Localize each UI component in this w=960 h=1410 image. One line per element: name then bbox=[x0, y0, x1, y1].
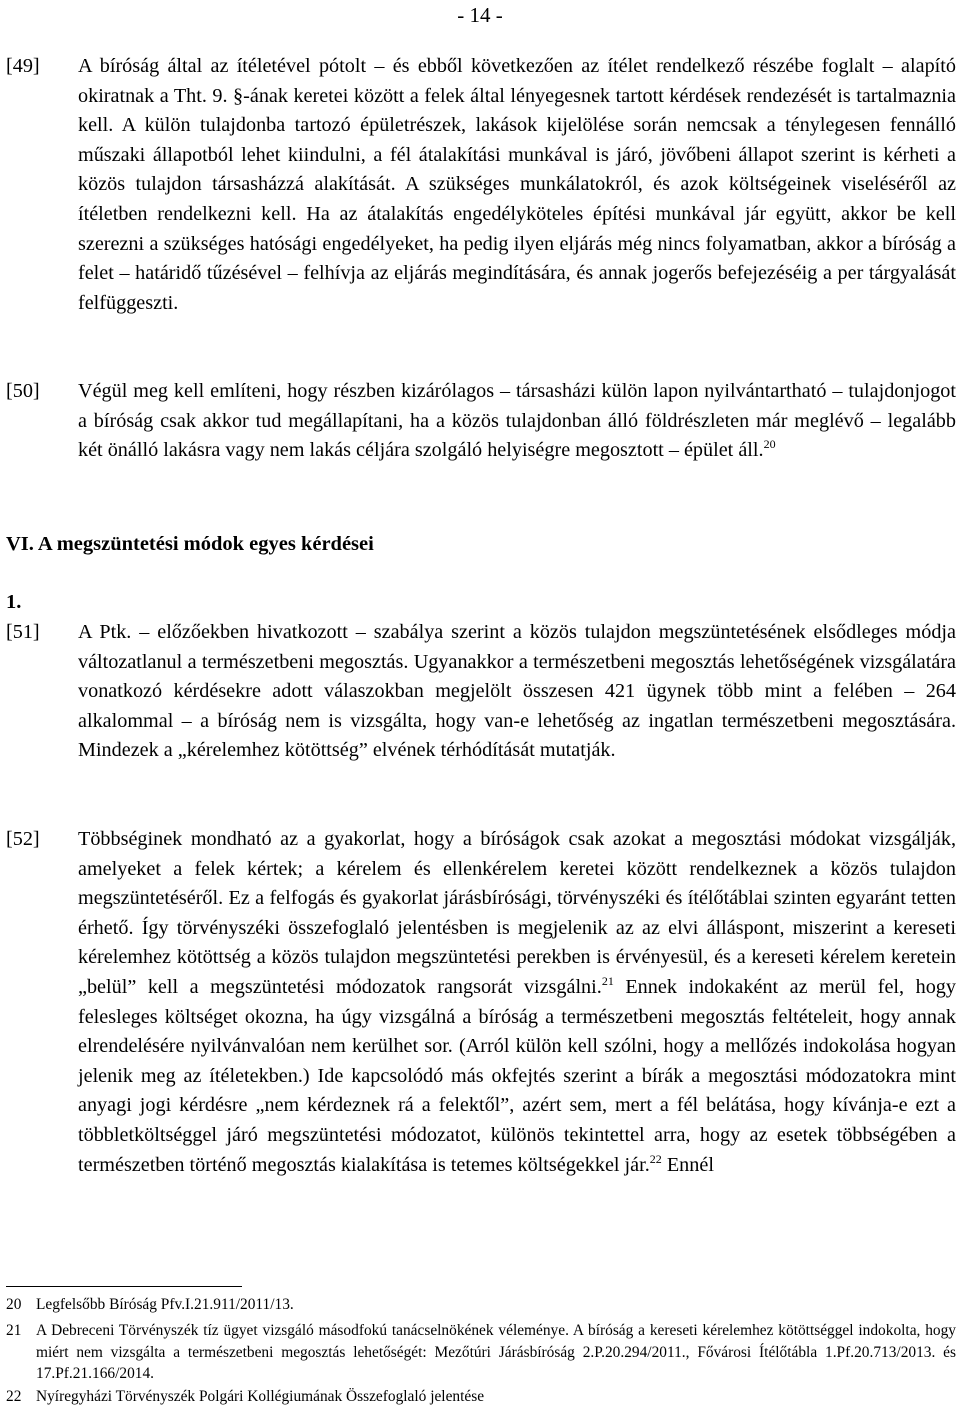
subsection-number: 1. bbox=[6, 591, 22, 613]
paragraph-number: [50] bbox=[6, 380, 40, 402]
footnote-ref[interactable]: 20 bbox=[763, 437, 776, 452]
paragraph-text-part: Többséginek mondható az a gyakorlat, hogy a bíróságok csak azokat a megosztási módokat vizsgálják, amelyeket a felek kértek; a kérelem és ellenkérelem keretei között rendelkeznek a közös tulajdon megszüntetéséről. Ez a felfogás és gyakorlat járásbírósági, törvényszéki és ítélőtáblai szinten egyaránt tetten érhető. Így törvényszéki összefoglaló jelentésben is megjelenik az az elvi álláspont, miszerint a kereseti kérelemhez kötöttség a közös tulajdon megszüntetési perekben is érvényesül, és a kereseti kérelem keretein „belül” kell a megszüntetési módozatok rangsorát vizsgálni. bbox=[78, 828, 956, 998]
paragraph-text bbox=[78, 377, 956, 466]
paragraph-51 bbox=[6, 618, 956, 766]
paragraph-52 bbox=[6, 825, 956, 1180]
paragraph-number: [49] bbox=[6, 55, 40, 77]
paragraph-text-body: Végül meg kell említeni, hogy részben kizárólagos – társasházi külön lapon nyilvántartható – tulajdonjogot a bíróság csak akkor tud megállapítani, ha a közös tulajdonban álló földrészleten már meglévő – legalább két önálló lakásra vagy nem lakás céljára szolgáló helyiségre megosztott – épület áll. bbox=[78, 380, 956, 462]
paragraph-50 bbox=[6, 377, 956, 466]
footnote-separator bbox=[6, 1286, 242, 1287]
footnote-22 bbox=[6, 1386, 956, 1408]
paragraph-text-part: Ennél bbox=[661, 1153, 714, 1176]
footnote-text: Legfelsőbb Bíróság Pfv.I.21.911/2011/13. bbox=[36, 1296, 294, 1313]
footnote-number: 21 bbox=[6, 1322, 22, 1339]
footnote-text: A Debreceni Törvényszék tíz ügyet vizsgáló másodfokú tanácselnökének véleménye. A bíróság a kereseti kérelemhez kötöttséggel indokolta, hogy miért nem vizsgálta a természetbeni megosztás lehetőségét: Mezőtúri Járásbíróság 2.P.20.294/2011., Fővárosi Ítélőtábla 1.Pf.20.713/2013. és 17.Pf.21.166/2014. bbox=[36, 1322, 956, 1382]
paragraph-text: A Ptk. – előzőekben hivatkozott – szabálya szerint a közös tulajdon megszüntetésének elsődleges módja változatlanul a természetbeni megosztás. Ugyanakkor a természetbeni megosztás lehetőségének vizsgálatára vonatkozó kérdésekre adott válaszokban megjelölt összesen 421 ügynek több mint a felében – 264 alkalommal – a bíróság nem is vizsgálta, hogy van-e lehetőség az ingatlan természetbeni megosztására. Mindezek a „kérelemhez kötöttség” elvének térhódítását mutatják. bbox=[78, 621, 956, 762]
paragraph-number: [51] bbox=[6, 621, 40, 643]
paragraph-49 bbox=[6, 52, 956, 318]
section-heading: VI. A megszüntetési módok egyes kérdései bbox=[6, 533, 374, 555]
footnote-ref[interactable]: 21 bbox=[601, 973, 614, 988]
paragraph-number: [52] bbox=[6, 828, 40, 850]
footnote-21 bbox=[6, 1320, 956, 1385]
page-number: - 14 - bbox=[457, 3, 503, 27]
footnote-ref[interactable]: 22 bbox=[649, 1151, 662, 1166]
paragraph-text: A bíróság által az ítéletével pótolt – és ebből következően az ítélet rendelkező részébe foglalt – alapító okiratnak a Tht. 9. §-ának keretei között a felek által lényegesnek tartott kérdések rendezését is tartalmaznia kell. A külön tulajdonba tartozó épületrészek, lakások kijelölése során nemcsak a ténylegesen fennálló műszaki állapotból lehet kiindulni, a fél átalakítási munkával is járó, jövőbeni állapot szerint is kérheti a közös tulajdon társasházzá alakítását. A szükséges munkálatokról, és azok költségeinek viseléséről az ítéletben rendelkezni kell. Ha az átalakítás engedélyköteles építési munkával jár együtt, akkor be kell szerezni a szükséges hatósági engedélyeket, ha pedig ilyen eljárás még nincs folyamatban, akkor a bíróság a felet – határidő tűzésével – felhívja az eljárás megindítására, és annak jogerős befejezéséig a per tárgyalását felfüggeszti. bbox=[78, 55, 956, 314]
footnote-number: 20 bbox=[6, 1296, 22, 1313]
footnote-number: 22 bbox=[6, 1388, 22, 1405]
footnote-20 bbox=[6, 1294, 956, 1316]
paragraph-text-part: Ennek indokaként az merül fel, hogy felesleges költséget okozna, ha úgy vizsgálná a bíróság a természetbeni megosztás feltételeit, hogy annak elrendelésére nyilvánvalóan nem kerülhet sor. (Arról külön kell szólni, hogy a mellőzés indokolása hogyan jelenik meg az ítéletekben.) Ide kapcsolódó más okfejtés szerint a bírák a megosztási módozatokra mint anyagi jogi kérdésre „nem kérdeznek rá a felektől”, azért sem, mert a fél belátása, hogy kívánja-e ezt a többletköltséggel járó megszüntetési módozatot, különös tekintettel arra, hogy az esetek többségében a természetben történő megosztás kialakítása is tetemes költségekkel jár. bbox=[78, 975, 956, 1176]
paragraph-text bbox=[78, 825, 956, 1180]
footnote-text: Nyíregyházi Törvényszék Polgári Kollégiumának Összefoglaló jelentése bbox=[36, 1388, 485, 1405]
